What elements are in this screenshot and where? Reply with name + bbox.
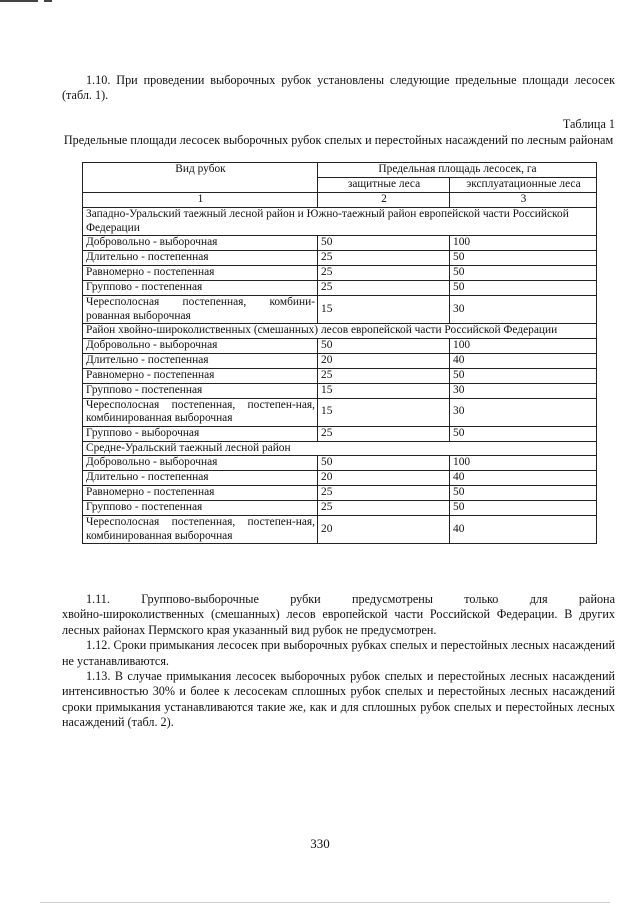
cutting-type-cell: Группово - постепенная <box>83 383 318 398</box>
district-row <box>83 324 597 339</box>
cutting-type-cell: Чересполосная постепенная, постепен-ная, комбинированная выборочная <box>83 398 318 426</box>
exploitation-forest-value: 100 <box>450 338 597 353</box>
cutting-type-cell: Равномерно - постепенная <box>83 368 318 383</box>
paragraph-1-10: 1.10. При проведении выборочных рубок установлены следующие предельные площади лесосек (табл. 1). <box>62 73 615 103</box>
district-title: Средне-Уральский таежный лесной район <box>83 441 597 456</box>
protective-forest-value: 15 <box>318 398 450 426</box>
cutting-type-cell: Группово - выборочная <box>83 426 318 441</box>
table-row <box>83 486 597 501</box>
exploitation-forest-value: 40 <box>450 471 597 486</box>
protective-forest-value: 25 <box>318 368 450 383</box>
cutting-type-cell: Чересполосная постепенная, постепен-ная, комбинированная выборочная <box>83 516 318 544</box>
text-after-table <box>62 592 615 731</box>
cutting-type-cell: Добровольно - выборочная <box>83 456 318 471</box>
header-kind: Вид рубок <box>83 163 318 193</box>
cutting-type-cell: Длительно - постепенная <box>83 471 318 486</box>
exploitation-forest-value: 50 <box>450 266 597 281</box>
column-number: 2 <box>318 193 450 208</box>
table-row <box>83 353 597 368</box>
table-row <box>83 516 597 544</box>
table-row <box>83 296 597 324</box>
table-row <box>83 251 597 266</box>
cutting-type-cell: Группово - постепенная <box>83 281 318 296</box>
cutting-type-cell: Добровольно - выборочная <box>83 338 318 353</box>
cutting-type-cell: Чересполосная постепенная, комбини-рованная выборочная <box>83 296 318 324</box>
table-row <box>83 501 597 516</box>
page-number: 330 <box>310 836 330 851</box>
district-row <box>83 208 597 236</box>
table-row <box>83 266 597 281</box>
table-row <box>83 236 597 251</box>
limits-table <box>82 162 597 544</box>
exploitation-forest-value: 30 <box>450 383 597 398</box>
table-row <box>83 426 597 441</box>
protective-forest-value: 25 <box>318 501 450 516</box>
exploitation-forest-value: 50 <box>450 251 597 266</box>
exploitation-forest-value: 50 <box>450 281 597 296</box>
exploitation-forest-value: 50 <box>450 501 597 516</box>
cutting-type-cell: Равномерно - постепенная <box>83 486 318 501</box>
protective-forest-value: 25 <box>318 486 450 501</box>
exploitation-forest-value: 100 <box>450 236 597 251</box>
exploitation-forest-value: 50 <box>450 368 597 383</box>
cutting-type-cell: Длительно - постепенная <box>83 251 318 266</box>
protective-forest-value: 20 <box>318 353 450 368</box>
protective-forest-value: 25 <box>318 426 450 441</box>
protective-forest-value: 20 <box>318 516 450 544</box>
table-row <box>83 456 597 471</box>
protective-forest-value: 20 <box>318 471 450 486</box>
exploitation-forest-value: 40 <box>450 516 597 544</box>
table-row <box>83 398 597 426</box>
exploitation-forest-value: 30 <box>450 296 597 324</box>
district-title: Район хвойно-широколиственных (смешанных) лесов европейской части Российской Федерации <box>83 324 597 339</box>
protective-forest-value: 15 <box>318 296 450 324</box>
table-row <box>83 281 597 296</box>
paragraph-1-11-rest: хвойно-широколиственных (смешанных) лесов европейской части Российской Федерации. В других лесных районах Пермского края указанный вид рубок не предусмотрен. <box>62 607 615 637</box>
exploitation-forest-value: 50 <box>450 426 597 441</box>
table-row <box>83 368 597 383</box>
district-row <box>83 441 597 456</box>
protective-forest-value: 25 <box>318 251 450 266</box>
column-number: 3 <box>450 193 597 208</box>
table-title: Предельные площади лесосек выборочных рубок спелых и перестойных насаждений по лесным районам <box>63 133 614 147</box>
table-number-row <box>83 193 597 208</box>
table-row <box>83 471 597 486</box>
paragraph-1-11-first-line: 1.11. Группово-выборочные рубки предусмотрены только для района <box>86 592 615 606</box>
table-row <box>83 383 597 398</box>
protective-forest-value: 25 <box>318 266 450 281</box>
cutting-type-cell: Длительно - постепенная <box>83 353 318 368</box>
header-exploit: эксплуатационные леса <box>450 178 597 193</box>
cutting-type-cell: Равномерно - постепенная <box>83 266 318 281</box>
exploitation-forest-value: 100 <box>450 456 597 471</box>
protective-forest-value: 50 <box>318 456 450 471</box>
table-row <box>83 338 597 353</box>
exploitation-forest-value: 50 <box>450 486 597 501</box>
cutting-type-cell: Группово - постепенная <box>83 501 318 516</box>
column-number: 1 <box>83 193 318 208</box>
table-caption: Таблица 1 <box>562 117 615 131</box>
protective-forest-value: 25 <box>318 281 450 296</box>
scan-edge-mark <box>0 0 38 2</box>
protective-forest-value: 15 <box>318 383 450 398</box>
bottom-edge-line <box>40 902 610 903</box>
paragraph-1-12: 1.12. Сроки примыкания лесосек при выборочных рубках спелых и перестойных лесных насаждений не устанавливаются. <box>62 638 615 668</box>
table-header-row <box>83 163 597 178</box>
exploitation-forest-value: 40 <box>450 353 597 368</box>
protective-forest-value: 50 <box>318 236 450 251</box>
cutting-type-cell: Добровольно - выборочная <box>83 236 318 251</box>
protective-forest-value: 50 <box>318 338 450 353</box>
district-title: Западно-Уральский таежный лесной район и Южно-таежный район европейской части Российской Федерации <box>83 208 597 236</box>
header-protect: защитные леса <box>318 178 450 193</box>
scan-edge-mark <box>44 0 52 2</box>
paragraph-1-13: 1.13. В случае примыкания лесосек выборочных рубок спелых и перестойных лесных насаждений интенсивностью 30% и более к лесосекам сплошных рубок спелых и перестойных лесных насаждений сроки примыкания устанавливаются такие же, как и для сплошных рубок спелых и перестойных лесных насаждений (табл. 2). <box>62 669 615 730</box>
exploitation-forest-value: 30 <box>450 398 597 426</box>
header-area: Предельная площадь лесосек, га <box>318 163 597 178</box>
